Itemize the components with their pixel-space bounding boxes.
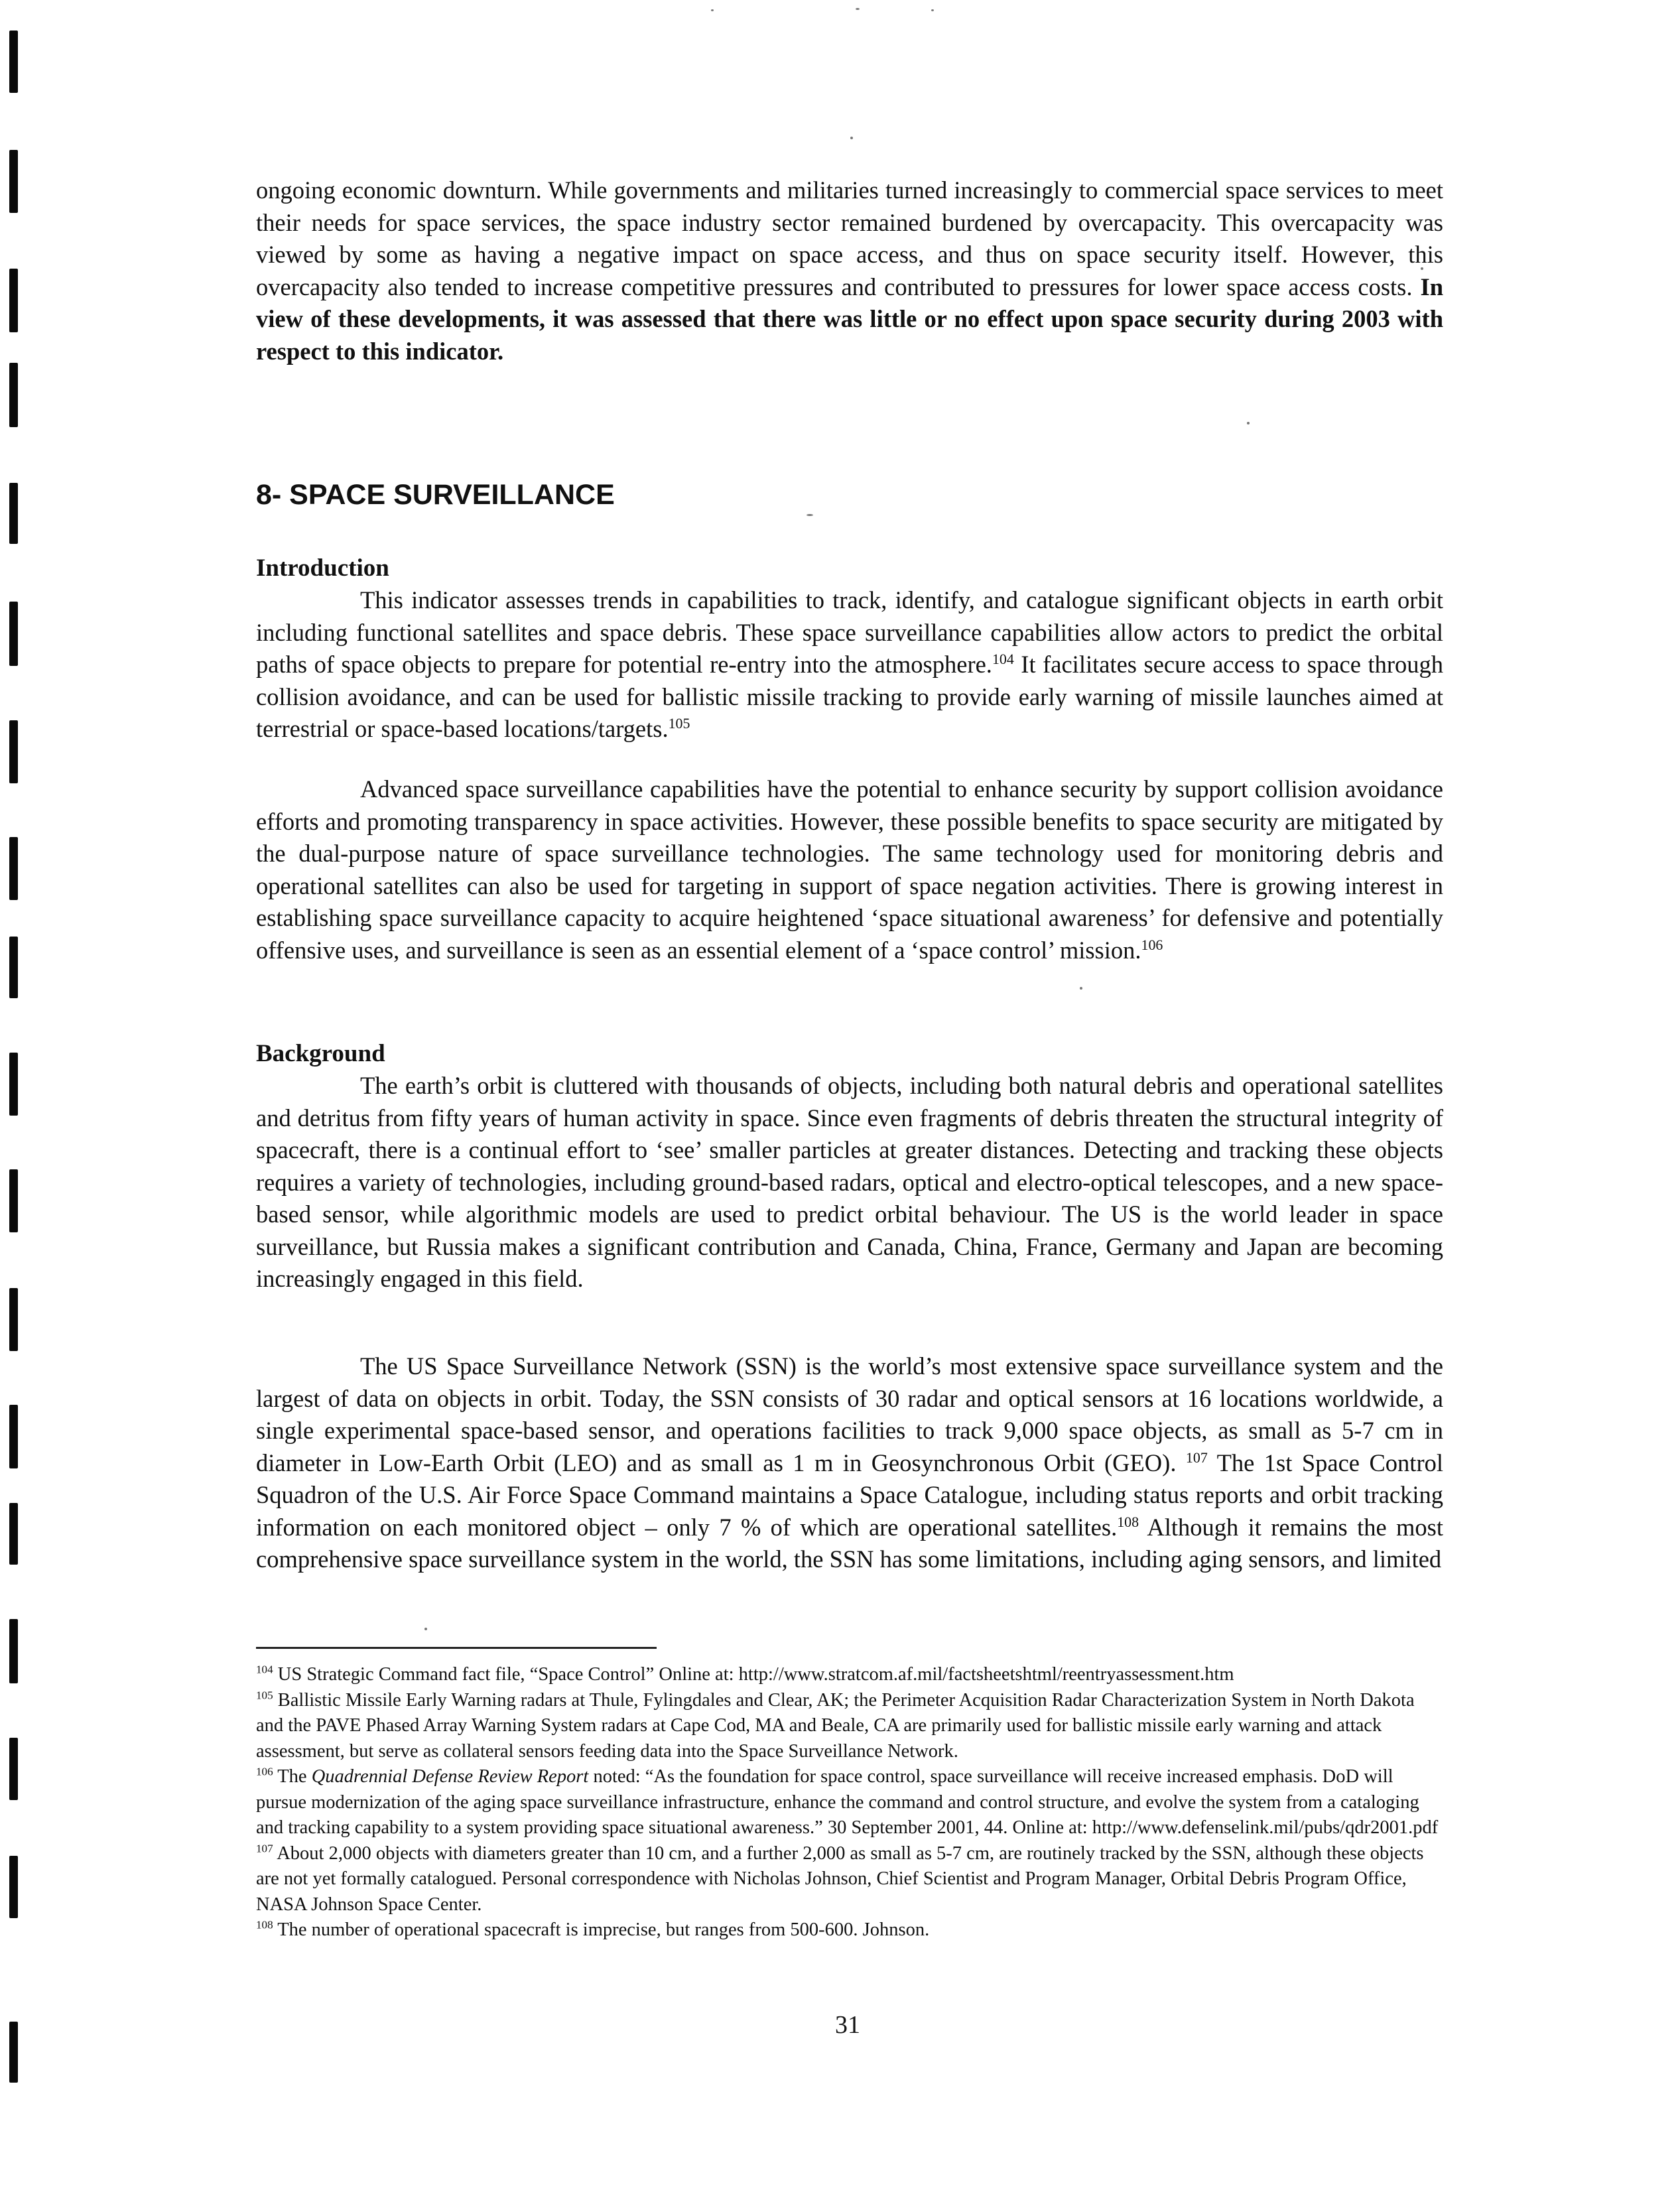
binding-mark	[9, 150, 18, 213]
scan-speck	[424, 1628, 427, 1630]
binding-mark	[9, 1405, 18, 1468]
footnote-text: The	[273, 1766, 312, 1787]
footnote	[256, 1917, 1443, 1943]
binding-mark	[9, 1856, 18, 1918]
binding-mark	[9, 937, 18, 998]
footnote-text: The number of operational spacecraft is imprecise, but ranges from 500-600. Johnson.	[273, 1919, 930, 1940]
paragraph-text: The US Space Surveillance Network (SSN) is the world’s most extensive space surveillance system and the largest of data on objects in orbit. Today, the SSN consists of 30 radar and optical sensors at 16 locations worldwide, a single experimental space-based sensor, and operations facilities to track 9,000 space objects, as small as 5-7 cm in diameter in Low-Earth Orbit (LEO) and as small as 1 m in Geosynchronous Orbit (GEO).	[256, 1352, 1443, 1476]
footnote-ref: 105	[668, 714, 690, 732]
paragraph-text: The 1st Space Control Squadron of the U.S. Air Force Space Command maintains a Space Catalogue, including status reports and orbit tracking information on each monitored object – only 7 % of which are operational satellites.	[256, 1449, 1443, 1541]
continued-paragraph	[256, 174, 1443, 367]
binding-mark	[9, 602, 18, 666]
introduction-paragraph-2-block	[256, 773, 1443, 966]
scan-speck	[856, 8, 860, 10]
introduction-heading: Introduction	[256, 554, 389, 582]
paragraph-text: ongoing economic downturn. While governments and militaries turned increasingly to commercial space services to meet their needs for space services, the space industry sector remained burdened by overcapacity. This overcapacity was viewed by some as having a negative impact on space access, and thus on space security itself. However, this overcapacity also tended to increase competitive pressures and contributed to pressures for lower space access costs.	[256, 176, 1443, 300]
scan-speck	[807, 514, 813, 516]
section-title: 8- SPACE SURVEILLANCE	[256, 479, 615, 511]
background-paragraph	[256, 1350, 1443, 1576]
binding-mark	[9, 837, 18, 900]
paragraph-text: This indicator assesses trends in capabilities to track, identify, and catalogue significant objects in earth orbit including functional satellites and space debris. These space surveillance capabilities allow actors to predict the orbital paths of space objects to prepare for potential re-entry into the atmosphere.	[256, 586, 1443, 678]
paragraph-text: Advanced space surveillance capabilities have the potential to enhance security by support collision avoidance efforts and promoting transparency in space activities. However, these possible benefits to space security are mitigated by the dual-purpose nature of space surveillance technologies. The same technology used for monitoring debris and operational satellites can also be used for targeting in support of space negation activities. There is growing interest in establishing space surveillance capacity to acquire heightened ‘space situational awareness’ for defensive and potentially offensive uses, and surveillance is seen as an essential element of a ‘space control’ mission.	[256, 775, 1443, 964]
binding-mark	[9, 1738, 18, 1800]
paragraph-text: Although it remains the most comprehensive space surveillance system in the world, the SSN has some limitations, including aging sensors, and limited	[256, 1513, 1443, 1573]
binding-mark	[9, 1053, 18, 1116]
footnote	[256, 1688, 1443, 1765]
footnote-number: 104	[256, 1663, 273, 1676]
paragraph-text: It facilitates secure access to space through collision avoidance, and can be used for ballistic missile tracking to provide early warning of missile launches aimed at terrestrial or space-based locations/targets.	[256, 651, 1443, 742]
footnote	[256, 1764, 1443, 1841]
binding-mark	[9, 363, 18, 427]
background-paragraph-2-block	[256, 1350, 1443, 1576]
binding-mark	[9, 2022, 18, 2083]
binding-mark	[9, 269, 18, 332]
footnote-text: Ballistic Missile Early Warning radars at Thule, Fylingdales and Clear, AK; the Perimeter Acquisition Radar Characterization System in North Dakota and the PAVE Phased Array Warning System radars at Cape Cod, MA and Beale, CA are primarily used for ballistic missile early warning and attack assessment, but serve as collateral sensors feeding data into the Space Surveillance Network.	[256, 1689, 1415, 1762]
introduction-section	[256, 552, 1443, 746]
scan-speck	[711, 9, 714, 11]
report-title: Quadrennial Defense Review Report	[311, 1766, 589, 1787]
footnote-text: About 2,000 objects with diameters greater than 10 cm, and a further 2,000 as small as 5-7 cm, are routinely tracked by the SSN, although these objects are not yet formally catalogued. Personal correspondence with Nicholas Johnson, Chief Scientist and Program Manager, Orbital Debris Program Office, NASA Johnson Space Center.	[256, 1843, 1424, 1915]
background-paragraph: The earth’s orbit is cluttered with thousands of objects, including both natural debris and operational satellites and detritus from fifty years of human activity in space. Since even fragments of debris threaten the structural integrity of spacecraft, there is a continual effort to ‘see’ smaller particles at greater distances. Detecting and tracking these objects requires a variety of technologies, including ground-based radars, optical and electro-optical telescopes, and a new space-based sensor, while algorithmic models are used to predict orbital behaviour. The US is the world leader in space surveillance, but Russia makes a significant contribution and Canada, China, France, Germany and Japan are becoming increasingly engaged in this field.	[256, 1072, 1443, 1292]
page-number: 31	[835, 2011, 860, 2039]
footnotes	[256, 1662, 1443, 1943]
scan-speck	[931, 9, 934, 11]
scan-speck	[1247, 422, 1250, 424]
footnote-ref: 107	[1185, 1449, 1208, 1466]
footnote-number: 105	[256, 1689, 273, 1701]
footnote	[256, 1662, 1443, 1688]
background-section	[256, 1038, 1443, 1295]
footnote-number: 107	[256, 1842, 273, 1854]
introduction-paragraph	[256, 584, 1443, 746]
scan-speck	[850, 137, 853, 139]
background-heading: Background	[256, 1040, 385, 1067]
footnote-text: US Strategic Command fact file, “Space Control” Online at: http://www.stratcom.af.mil/factsheetshtml/reentryassessment.htm	[273, 1664, 1234, 1685]
binding-mark	[9, 1619, 18, 1683]
footnote-text: noted: “As the foundation for space control, space surveillance will receive increased emphasis. DoD will pursue modernization of the aging space surveillance infrastructure, enhance the command and control structure, and evolve the system from a cataloging and tracking capability to a system providing space situational awareness.” 30 September 2001, 44. Online at: http://www.defenselink.mil/pubs/qdr2001.pdf	[256, 1766, 1439, 1838]
footnote-ref: 108	[1117, 1513, 1139, 1530]
footnote-separator	[256, 1647, 657, 1649]
binding-mark	[9, 720, 18, 783]
binding-mark	[9, 1169, 18, 1232]
footnote-ref: 104	[992, 650, 1014, 667]
footnote	[256, 1841, 1443, 1918]
footnote-number: 106	[256, 1765, 273, 1778]
introduction-paragraph	[256, 773, 1443, 966]
intro-paragraph-block	[256, 174, 1443, 367]
binding-marks	[9, 0, 36, 2208]
binding-mark	[9, 483, 18, 544]
assessment-statement: In view of these developments, it was assessed that there was little or no effect upon space security during 2003 with respect to this indicator.	[256, 273, 1443, 365]
footnote-number: 108	[256, 1918, 273, 1931]
binding-mark	[9, 1503, 18, 1565]
footnote-ref: 106	[1141, 936, 1163, 953]
binding-mark	[9, 1288, 18, 1351]
scan-speck	[1080, 987, 1082, 990]
binding-mark	[9, 31, 18, 93]
